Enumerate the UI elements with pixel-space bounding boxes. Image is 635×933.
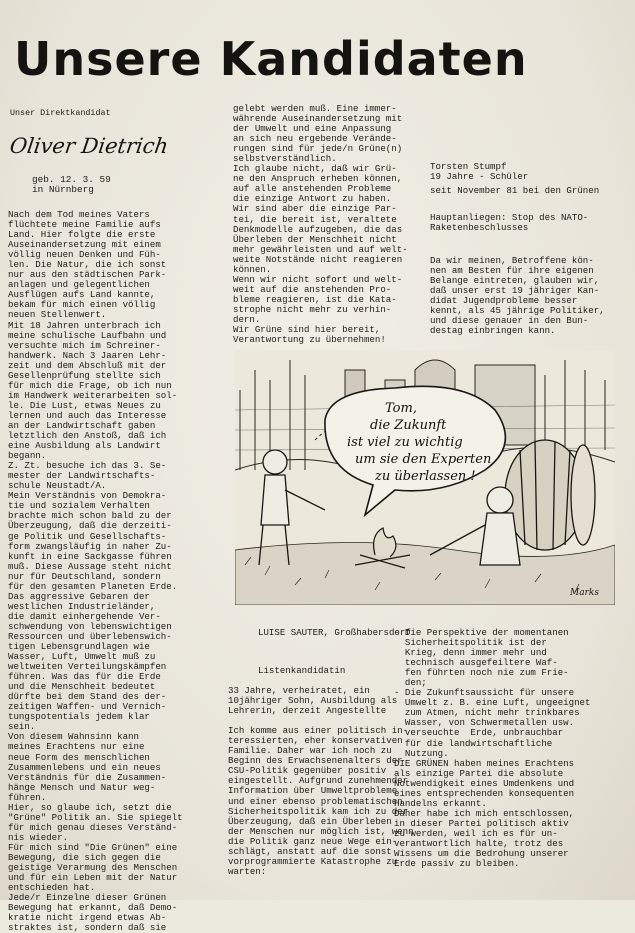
- speech-line-3: ist viel zu wichtig: [347, 435, 463, 450]
- speech-line-4: um sie den Experten: [355, 452, 492, 467]
- candidate-label: Unser Direktkandidat: [10, 108, 111, 118]
- candidate-3-text-right: - Die Perspektive der momentanen Sicherheitspolitik ist der Krieg, denn immer mehr und technisch ausgefeiltere Waf- fen führten noch nie zum Frie- den; - Die Zukunftsaussicht für unsere Umwelt z. B. eine Luft, ungeeignet zum Atmen, nicht mehr trinkbares Wasser, von Schwermetallen usw. verseuchte Erde, unbrauchbar für die landwirtschaftliche Nutzung. DIE GRÜNEN haben meines Erachtens als einzige Partei die absolute Notwendigkeit eines Umdenkens und eines entsprechenden konsequenten Handelns erkannt. Daher habe ich mich entschlossen, in dieser Partei politisch aktiv zu werden, weil ich es für un- verantwortlich halte, trotz des Wissens um die Bedrohung unserer Erde passiv zu bleiben.: [394, 627, 591, 870]
- candidate-3-name: LUISE SAUTER, Großhabersdorf: [258, 627, 411, 638]
- cartoon-illustration: [235, 350, 615, 605]
- candidate-3-role: Listenkandidatin: [258, 665, 346, 676]
- candidate-3-text: 33 Jahre, verheiratet, ein 10jähriger Sohn, Ausbildung als Lehrerin, derzeit Angestellte Ich komme aus einer politisch in- teressierten, eher konservativen Familie. Daher war ich noch zu Beginn des Erwachsenenalters der CSU-Politik gegenüber positiv eingestellt. Aufgrund zunehmender Information über Umweltprobleme und einer ebenso problematischen Sicherheitspolitik kam ich zu der Überzeugung, daß ein Überleben der Menschen nur möglich ist, wenn die Politik ganz neue Wege ein- schlägt, anstatt auf die sonst vorprogrammierte Katastrophe zu warten:: [228, 685, 414, 877]
- speech-line-1: Tom,: [385, 401, 417, 416]
- candidate-1-text-continued: gelebt werden muß. Eine immer- währende Auseinandersetzung mit der Umwelt und eine Anpassung an sich neu ergebende Verände- rungen sind für jede/n Grüne(n) selbstverständlich. Ich glaube nicht, daß wir Grü- ne den Anspruch erheben können, auf alle anstehenden Probleme die einzige Antwort zu haben. Wir sind aber die einzige Par- tei, die bereit ist, veraltete Denkmodelle aufzugeben, die das Überleben der Menschheit nicht mehr gewährleisten und auf welt- weite Notstände nicht reagieren können. Wenn wir nicht sofort und welt- weit auf die anstehenden Pro- bleme reagieren, ist die Kata- strophe nicht mehr zu verhin- dern. Wir Grüne sind hier bereit, Verantwortung zu übernehmen!: [233, 103, 408, 346]
- birth-info: geb. 12. 3. 59 in Nürnberg: [32, 174, 111, 196]
- handwritten-signature: Oliver Dietrich: [8, 134, 170, 158]
- speech-line-2: die Zukunft: [370, 418, 447, 433]
- page-title: Unsere Kandidaten: [14, 32, 528, 86]
- candidate-2-since: seit November 81 bei den Grünen: [430, 185, 600, 196]
- candidate-2-focus: Hauptanliegen: Stop des NATO- Raketenbeschlusses: [430, 212, 589, 234]
- candidate-2-text: Da wir meinen, Betroffene kön- nen am Besten für ihre eigenen Belange eintreten, glauben wir, daß unser erst 19 jähriger Kan- didat Jugendprobleme besser kennt, als 45 jährige Politiker, und diese genauer in den Bun- destag einbringen kann.: [430, 255, 605, 337]
- speech-line-5: zu überlassen !: [375, 469, 476, 484]
- candidate-1-text: Nach dem Tod meines Vaters flüchtete meine Familie aufs Land. Hier folgte die erste Auseinandersetzung mit einem völlig neuen Denken und Füh- len. Die Natur, die ich sonst nur aus den städtischen Park- anlagen und gelegentlichen Ausflügen aufs Land kannte, bekam für mich einen völlig neuen Stellenwert. Mit 18 Jahren unterbrach ich meine schulische Laufbahn und versuchte mich im Schreiner- handwerk. Nach 3 Jaaren Lehr- zeit und dem Abschluß mit der Gesellenprüfung stellte sich für mich die Frage, ob ich nun im Handwerk weiterarbeiten sol- le. Die Lust, etwas Neues zu lernen und auch das Interesse an der Landwirtschaft gaben letztlich den Anstoß, daß ich eine Ausbildung als Landwirt begann. Z. Zt. besuche ich das 3. Se- mester der Landwirtschafts- schule Neustadt/A. Mein Verständnis von Demokra- tie und sozialem Verhalten brachte mich schon bald zu der Überzeugung, daß die derzeiti- ge Politik und Gesellschafts- form zwangsläufig in naher Zu- kunft in eine Sackgasse führen muß. Diese Aussage steht nicht nur für Deutschland, sondern für den gesamten Planeten Erde. Das aggressive Gebaren der westlichen Industrieländer, die damit einhergehende Ver- schwendung von lebenswichtigen Ressourcen und überlebenswich- tigen Lebensgrundlagen wie Wasser, Luft, Umwelt muß zu weltweiten Verteilungskämpfen führen. Was das für die Erde und die Menschheit bedeutet dürfte bei dem Stand des der- zeitigen Waffen- und Vernich- tungspotentials jedem klar sein. Von diesem Wahnsinn kann meines Erachtens nur eine neue Form des menschlichen Zusammenlebens und ein neues Verständnis für die Zusammen- hänge Mensch und Natur weg- führen. Hier, so glaube ich, setzt die "Grüne" Politik an. Sie spiegelt für mich genau dieses Verständ- nis wieder. Für mich sind "Die Grünen" eine Bewegung, die sich gegen die geistige Verarmung des Menschen und für ein Leben mit der Natur entschieden hat. Jede/r Einzelne dieser Grünen Bewegung hat erkannt, daß Demo- kratie nicht irgend etwas Ab- straktes ist, sondern daß sie: [8, 209, 183, 933]
- candidate-2-name: Torsten Stumpf 19 Jahre - Schüler: [430, 161, 529, 183]
- cartoon-signature: Marks: [570, 588, 599, 598]
